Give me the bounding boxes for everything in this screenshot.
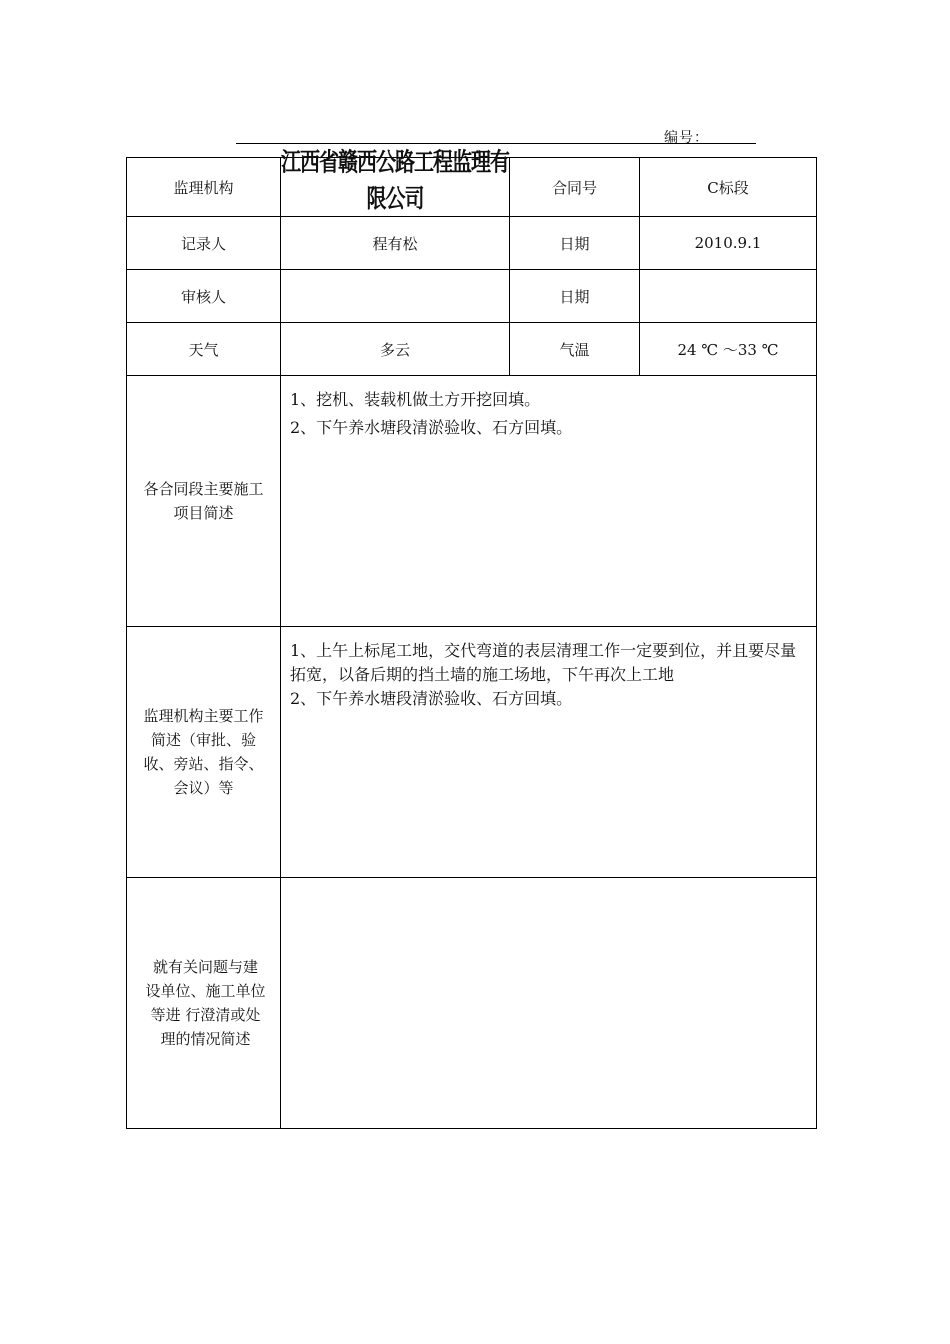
org-label: 监理机构 <box>127 158 281 217</box>
coordination-label-line: 等进 行澄清或处 <box>150 1006 261 1024</box>
contract-label: 合同号 <box>510 158 640 217</box>
construction-label-line: 项目简述 <box>173 504 234 522</box>
recorder-value: 程有松 <box>281 217 510 270</box>
supervision-content <box>281 627 817 878</box>
supervision-label-line: 监理机构主要工作 <box>143 707 264 725</box>
table-row-weather <box>127 323 817 376</box>
coordination-label-line: 设单位、施工单位 <box>145 982 266 1000</box>
temperature-label: 气温 <box>510 323 640 376</box>
table-row-supervision <box>127 627 817 878</box>
record-date-label: 日期 <box>510 217 640 270</box>
table-row-recorder <box>127 217 817 270</box>
review-date-value[interactable] <box>640 270 817 323</box>
reviewer-label: 审核人 <box>127 270 281 323</box>
table-row-reviewer <box>127 270 817 323</box>
recorder-label: 记录人 <box>127 217 281 270</box>
table-row-coordination <box>127 878 817 1129</box>
serial-number-label: 编号： <box>664 130 709 146</box>
contract-value: C标段 <box>640 158 817 217</box>
supervision-label-line: 收、旁站、指令、 <box>143 755 264 773</box>
coordination-content[interactable] <box>281 878 817 1129</box>
table-row-org <box>127 158 817 217</box>
reviewer-value[interactable] <box>281 270 510 323</box>
coordination-label-line: 理的情况简述 <box>160 1030 251 1048</box>
coordination-label-cell <box>127 878 281 1129</box>
construction-content <box>281 376 817 627</box>
temperature-value: 24 ℃ ～33 ℃ <box>640 323 817 376</box>
weather-value: 多云 <box>281 323 510 376</box>
construction-label-line: 各合同段主要施工 <box>143 480 264 498</box>
construction-item: 1、挖机、装载机做土方开挖回填。 <box>290 390 541 409</box>
coordination-label-line: 就有关问题与建 <box>152 958 258 976</box>
supervision-label-line: 简述（审批、验 <box>150 731 256 749</box>
record-date-value: 2010.9.1 <box>640 217 817 270</box>
weather-label: 天气 <box>127 323 281 376</box>
construction-label-cell <box>127 376 281 627</box>
supervision-label-line: 会议）等 <box>173 779 234 797</box>
org-name-cell <box>281 146 510 217</box>
review-date-label: 日期 <box>510 270 640 323</box>
table-row-construction <box>127 376 817 627</box>
construction-item: 2、下午养水塘段清淤验收、石方回填。 <box>290 418 573 437</box>
org-name-value: 江西省赣西公路工程监理有限公司 <box>281 146 509 213</box>
supervision-item: 2、下午养水塘段清淤验收、石方回填。 <box>290 689 573 708</box>
supervision-label-cell <box>127 627 281 878</box>
supervision-log-table <box>126 146 817 1129</box>
supervision-item: 1、上午上标尾工地，交代弯道的表层清理工作一定要到位，并且要尽量拓宽，以备后期的挡土墙的施工场地，下午再次上工地 <box>290 641 797 684</box>
